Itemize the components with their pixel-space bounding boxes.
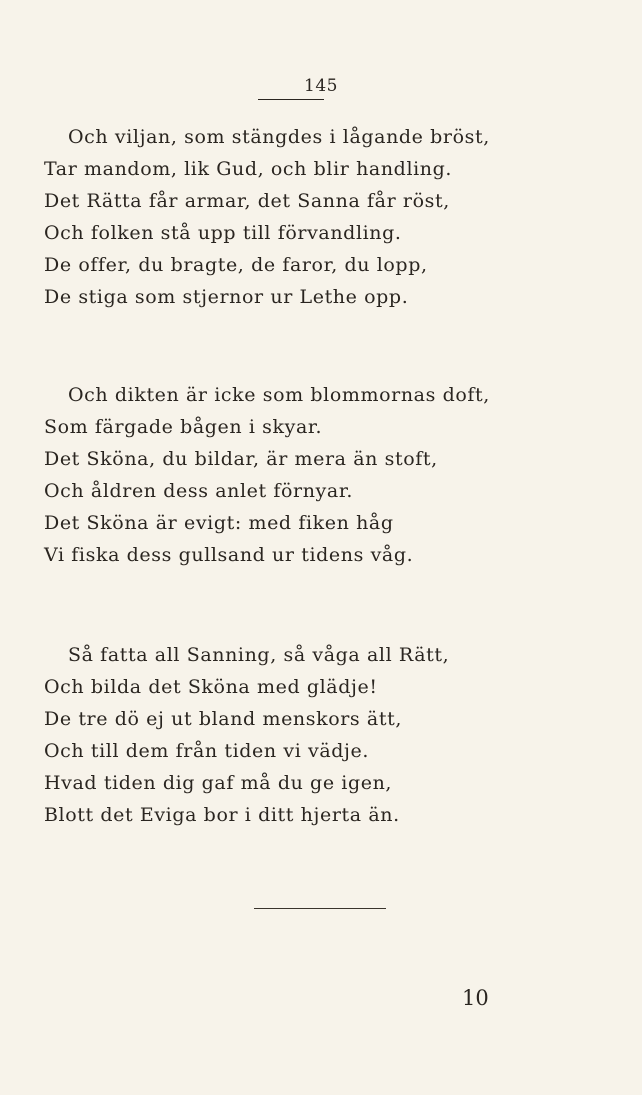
poem-line: Hvad tiden dig gaf må du ge igen, [44, 772, 393, 794]
stanza [44, 379, 490, 571]
poem-line: Och folken stå upp till förvandling. [44, 222, 402, 244]
page-number: 145 [304, 76, 338, 96]
poem-line: De offer, du bragte, de faror, du lopp, [44, 254, 428, 276]
stanza [44, 639, 449, 831]
poem-line: Vi fiska dess gullsand ur tidens våg. [44, 544, 414, 566]
signature-mark: 10 [462, 986, 489, 1010]
poem-line: Och åldren dess anlet förnyar. [44, 480, 354, 502]
poem-line: Det Sköna är evigt: med fiken håg [44, 512, 394, 534]
poem-line: Och till dem från tiden vi vädje. [44, 740, 370, 762]
poem-line: Det Rätta får armar, det Sanna får röst, [44, 190, 450, 212]
poem-line: Blott det Eviga bor i ditt hjerta än. [44, 804, 400, 826]
stanza [44, 121, 490, 313]
poem-line: Och viljan, som stängdes i lågande bröst, [68, 126, 490, 148]
poem-line: Det Sköna, du bildar, är mera än stoft, [44, 448, 438, 470]
poem-line: Och dikten är icke som blommornas doft, [68, 384, 490, 406]
poem-line: Och bilda det Sköna med glädje! [44, 676, 378, 698]
poem-line: Så fatta all Sanning, så våga all Rätt, [68, 644, 450, 666]
poem-line: De stiga som stjernor ur Lethe opp. [44, 286, 409, 308]
poem-line: Tar mandom, lik Gud, och blir handling. [44, 158, 453, 180]
end-divider [254, 908, 386, 909]
poem-line: Som färgade bågen i skyar. [44, 416, 323, 438]
page-number-underline [258, 99, 324, 100]
poem-line: De tre dö ej ut bland menskors ätt, [44, 708, 402, 730]
